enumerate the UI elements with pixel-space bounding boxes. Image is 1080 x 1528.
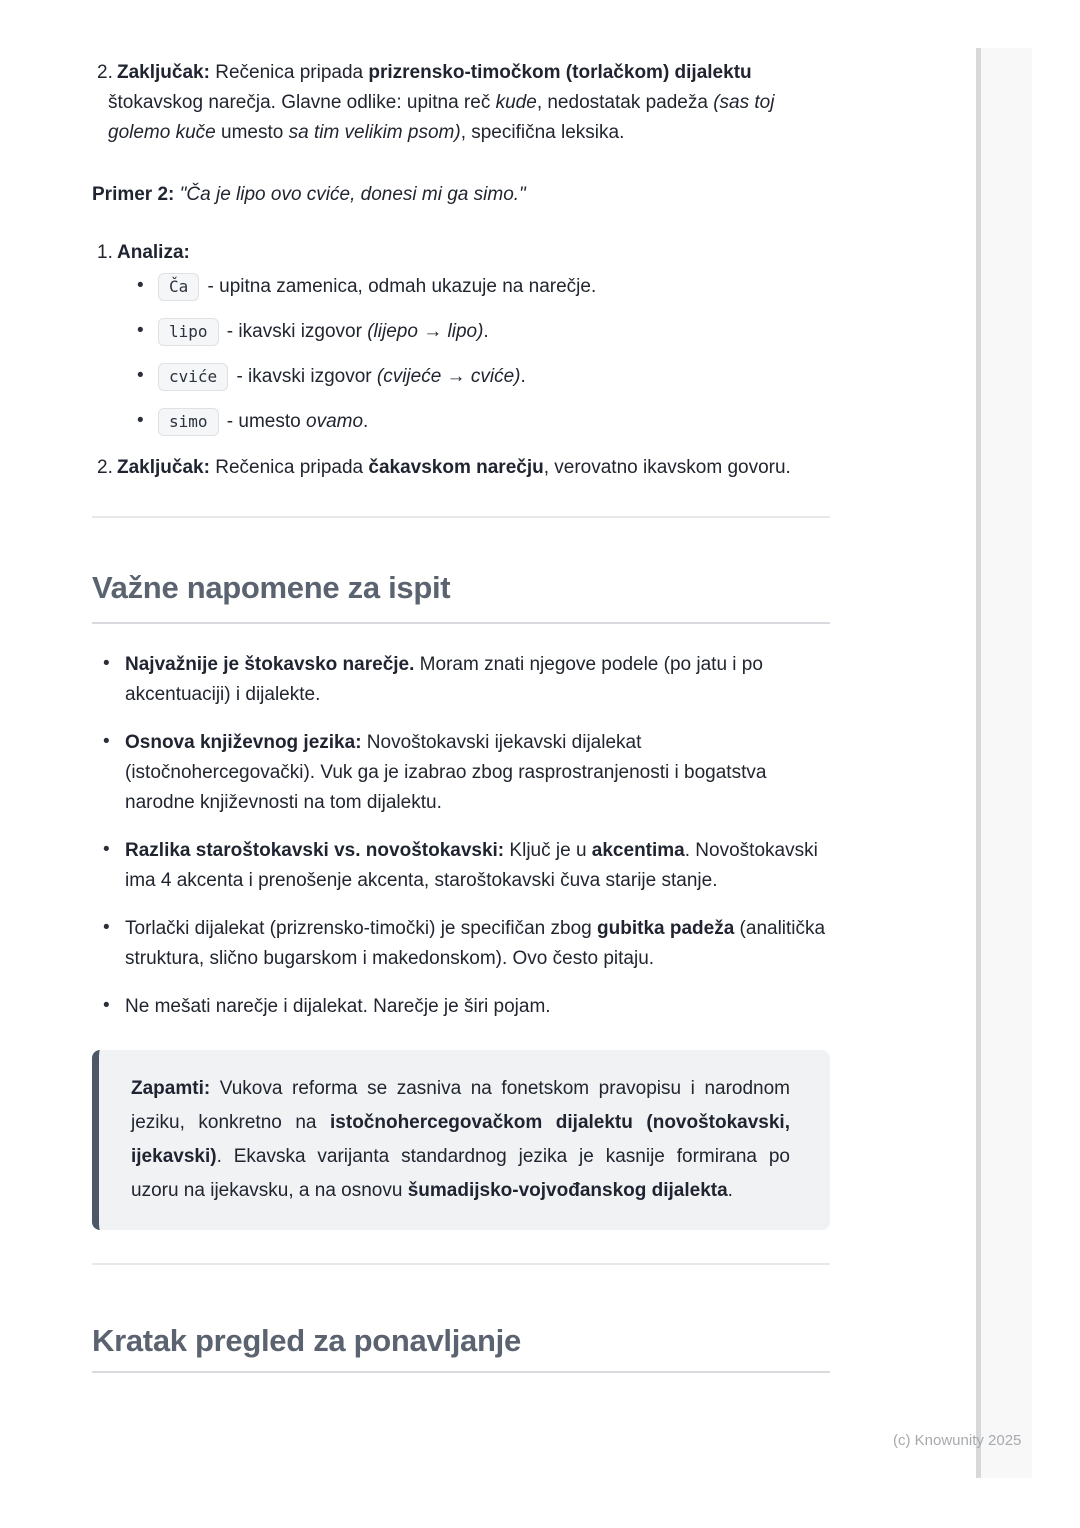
notes-list [92,650,830,1022]
bullet-icon: • [103,839,110,860]
code-badge: Ča [158,273,199,301]
note-callout [92,1050,830,1230]
ordered-list-item-conclusion-1 [92,58,830,148]
list-item: • Razlika staroštokavski vs. novoštokavski: Ključ je u akcentima. Novoštokavski ima 4 akcenta i prenošenje akcenta, staroštokavski čuva starije stanje. [92,836,830,896]
list-item: • Ča - upitna zamenica, odmah ukazuje na narečje. [92,272,830,302]
bullet-icon: • [103,653,110,674]
watermark: (c) Knowunity 2025 [893,1432,1022,1449]
list-item: • cviće - ikavski izgovor (cvijeće → cviće). [92,362,830,392]
ordered-list-item-conclusion-2 [92,453,830,483]
section-divider [92,1263,830,1265]
list-item: • Ne mešati narečje i dijalekat. Narečje je širi pojam. [92,992,830,1022]
code-badge: cviće [158,363,228,391]
list-number: 2. [97,457,113,478]
bullet-icon: • [103,731,110,752]
document-content [92,58,830,1373]
analiza-block [92,238,830,437]
note-callout-text: Zapamti: Vukova reforma se zasniva na fonetskom pravopisu i narodnom jeziku, konkretno na istočnohercegovačkom dijalektu (novoštokavski, ijekavski). Ekavska varijanta standardnog jezika je kasnije formirana po uzoru na ijekavsku, a na osnovu šumadijsko-vojvođanskog dijalekta. [131,1078,790,1201]
list-number: 2. [97,62,113,83]
list-item: • lipo - ikavski izgovor (lijepo → lipo). [92,317,830,347]
bullet-icon: • [103,917,110,938]
code-badge: lipo [158,318,219,346]
primer-2-paragraph: Primer 2: "Ča je lipo ovo cviće, donesi mi ga simo." [92,184,526,205]
bullet-icon: • [137,410,144,431]
bullet-icon: • [137,320,144,341]
section-divider [92,516,830,518]
conclusion-2-text: Zaključak: Rečenica pripada čakavskom narečju, verovatno ikavskom govoru. [117,457,791,478]
list-item: • Najvažnije je štokavsko narečje. Moram znati njegove podele (po jatu i po akcentuaciji) i dijalekte. [92,650,830,710]
bullet-icon: • [103,995,110,1016]
section-title-vazne-napomene: Važne napomene za ispit [92,568,830,624]
ordered-list-item-analiza [92,238,830,268]
code-badge: simo [158,408,219,436]
scrollbar[interactable] [976,48,1032,1478]
bullet-icon: • [137,275,144,296]
bullet-icon: • [137,365,144,386]
analiza-label: Analiza: [117,242,190,263]
conclusion-1-text: Zaključak: Rečenica pripada prizrensko-timočkom (torlačkom) dijalektu štokavskog narečja. Glavne odlike: upitna reč kude, nedostatak padeža (sas toj golemo kuče umesto sa tim velikim psom), specifična leksika. [108,62,775,143]
list-item: • simo - umesto ovamo. [92,407,830,437]
section-title-kratak-pregled: Kratak pregled za ponavljanje [92,1321,830,1373]
list-item: • Osnova književnog jezika: Novoštokavski ijekavski dijalekat (istočnohercegovački). Vuk ga je izabrao zbog rasprostranjenosti i bogatstva narodne književnosti na tom dijalektu. [92,728,830,818]
list-item: • Torlački dijalekat (prizrensko-timočki) je specifičan zbog gubitka padeža (analitička struktura, slično bugarskom i makedonskom). Ovo često pitaju. [92,914,830,974]
analiza-list [92,272,830,437]
list-number: 1. [97,242,113,263]
